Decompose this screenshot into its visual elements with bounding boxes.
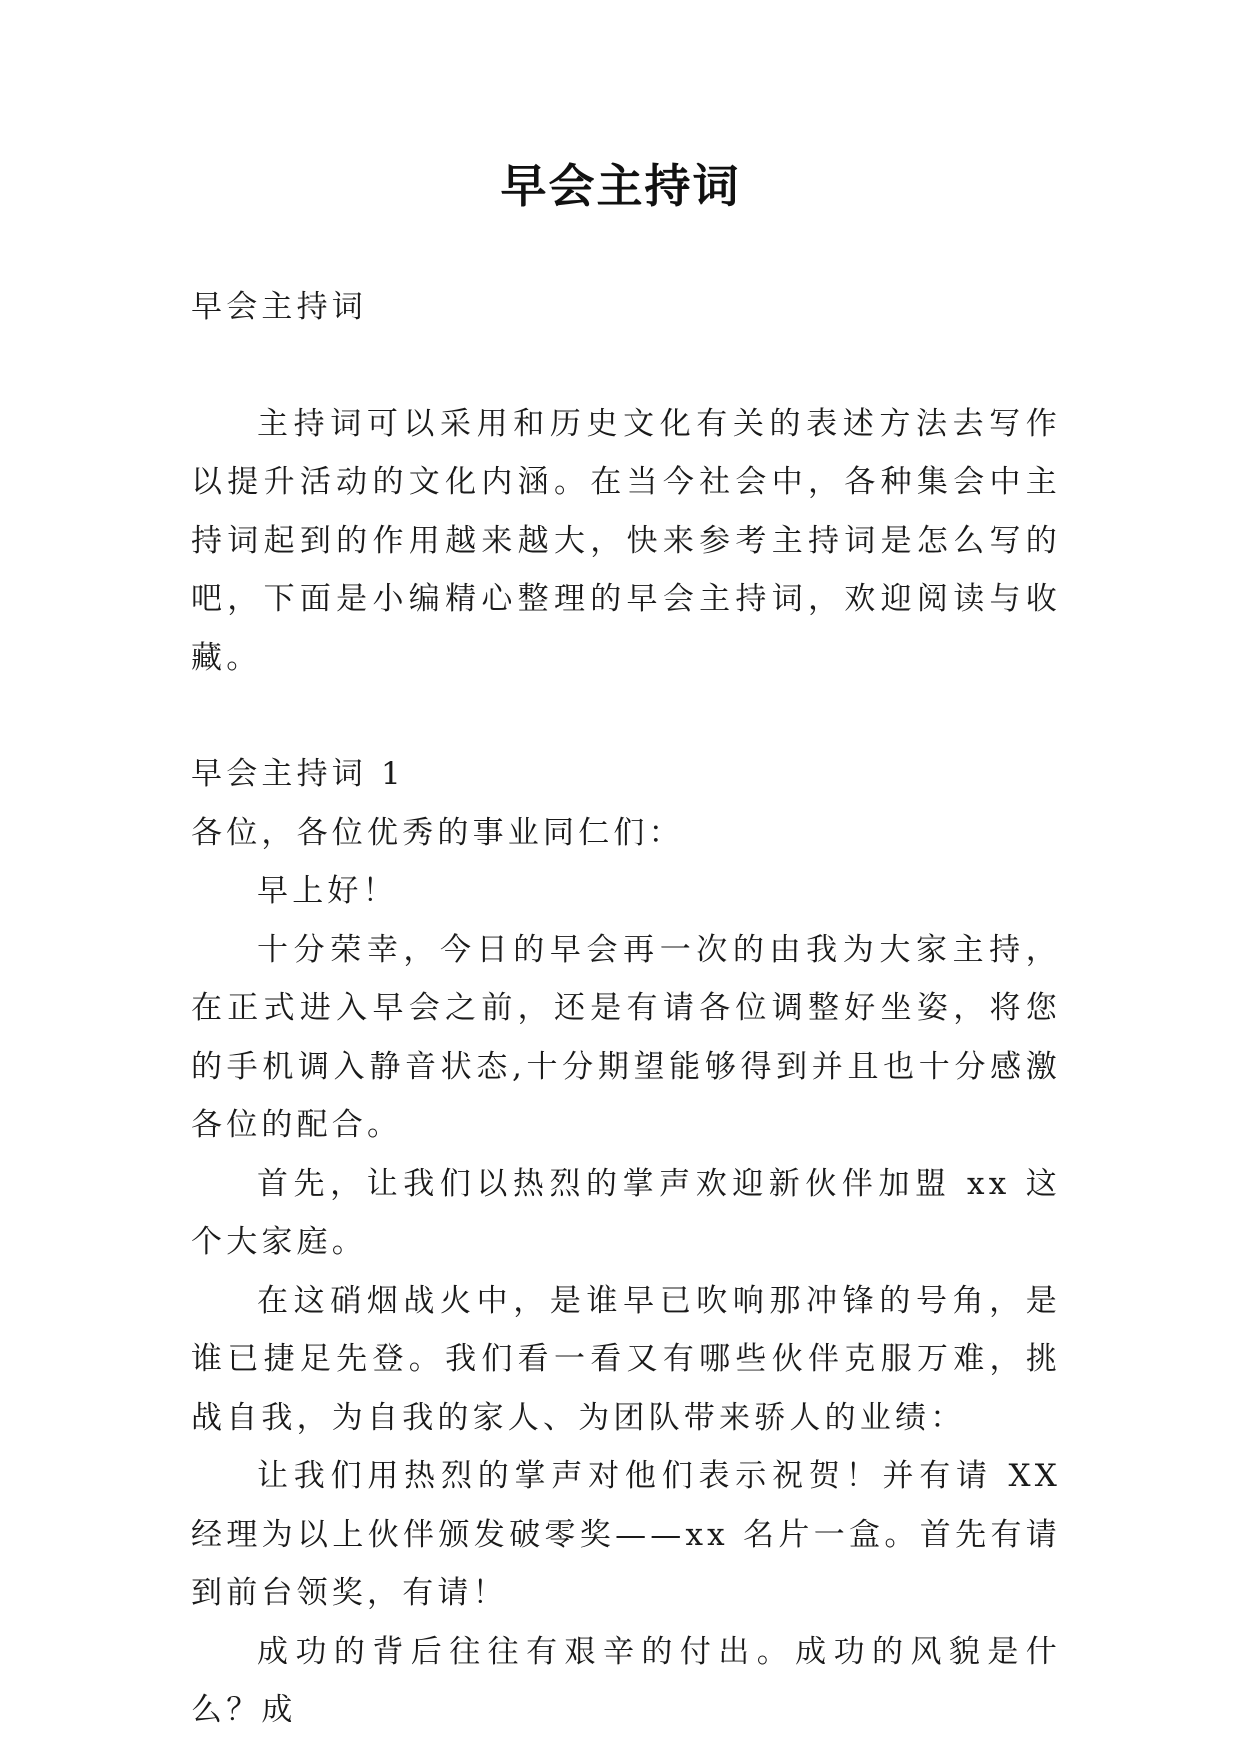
document-subtitle: 早会主持词 (191, 289, 367, 325)
greeting-line: 各位，各位优秀的事业同仁们： (191, 814, 684, 851)
paragraph: 首先，让我们以热烈的掌声欢迎新伙伴加盟 xx 这个大家庭。 (191, 1165, 1061, 1260)
paragraph: 成功的背后往往有艰辛的付出。成功的风貌是什么？成 (191, 1633, 1061, 1728)
document-body (191, 278, 1061, 1740)
intro-paragraph: 主持词可以采用和历史文化有关的表述方法去写作以提升活动的文化内涵。在当今社会中，各种集会中主持词起到的作用越来越大，快来参考主持词是怎么写的吧，下面是小编精心整理的早会主持词，欢迎阅读与收藏。 (191, 405, 1061, 676)
paragraph: 在这硝烟战火中，是谁早已吹响那冲锋的号角，是谁已捷足先登。我们看一看又有哪些伙伴克服万难，挑战自我，为自我的家人、为团队带来骄人的业绩： (191, 1282, 1061, 1436)
section-heading: 早会主持词 1 (191, 756, 405, 792)
document-title: 早会主持词 (500, 159, 741, 213)
paragraph: 让我们用热烈的掌声对他们表示祝贺！并有请 XX 经理为以上伙伴颁发破零奖——xx 名片一盒。首先有请到前台领奖，有请！ (191, 1458, 1061, 1611)
paragraph: 早上好！ (257, 873, 398, 909)
paragraph: 十分荣幸，今日的早会再一次的由我为大家主持，在正式进入早会之前，还是有请各位调整好坐姿，将您的手机调入静音状态,十分期望能够得到并且也十分感激各位的配合。 (191, 931, 1061, 1143)
